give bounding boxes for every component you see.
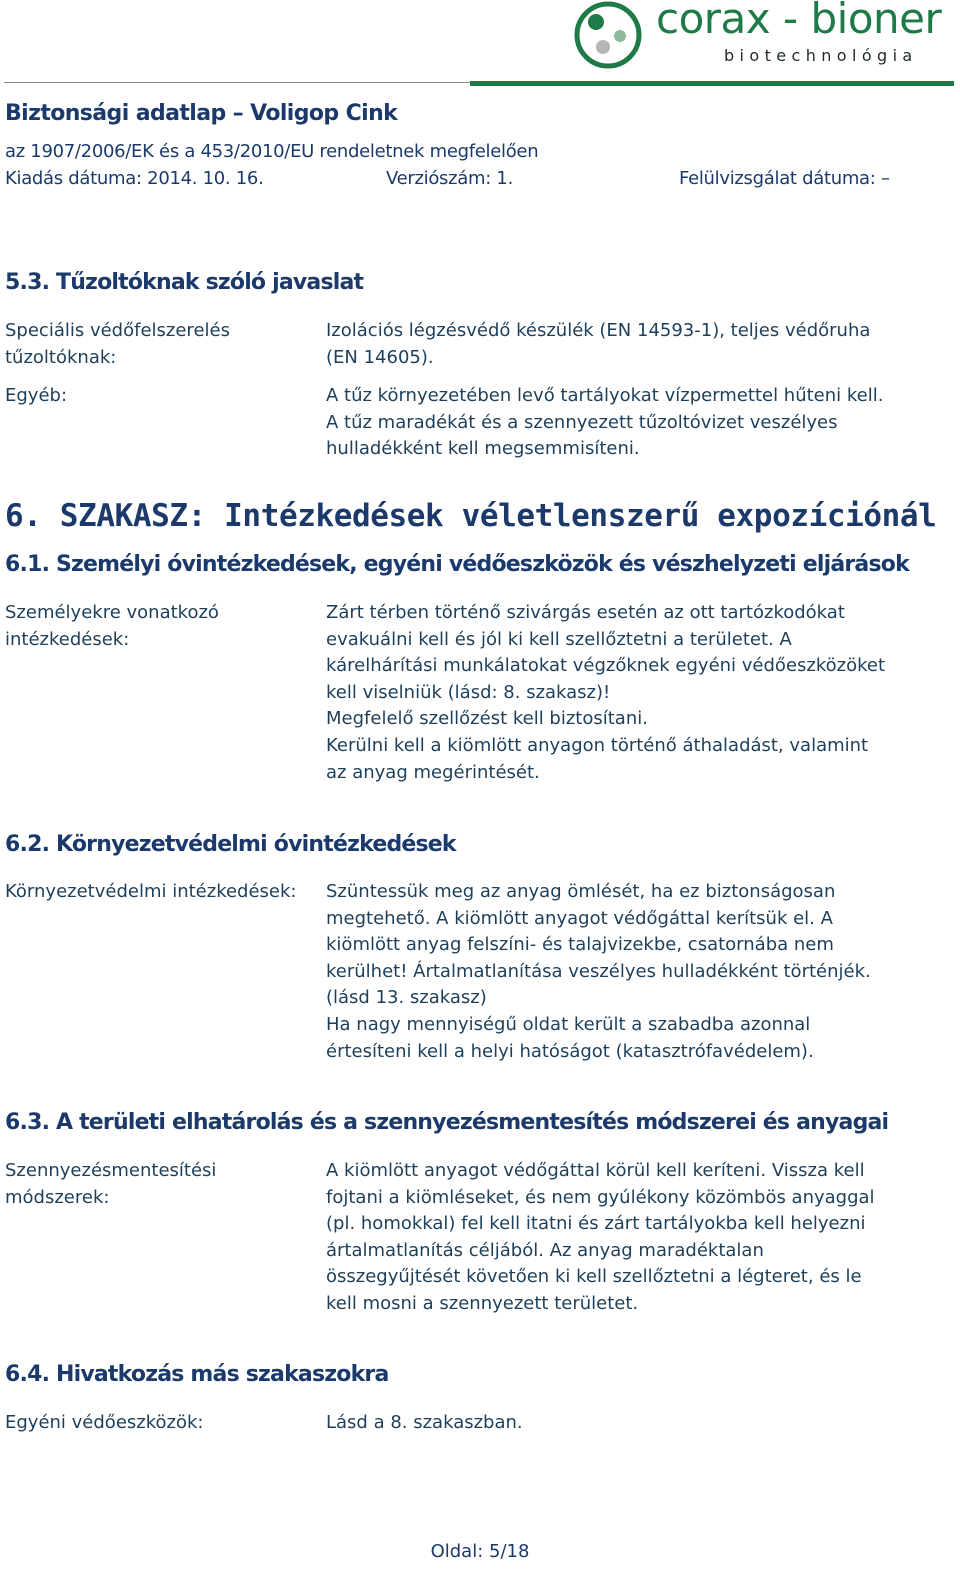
field-value: Zárt térben történő szivárgás esetén az ott tartózkodókat evakuálni kell és jól ki kell szellőztetni a területet. A kárelhárítási munkálatokat végzőknek egyéni védőeszközöket kell viselniük (lásd: 8. szakasz)! Megfelelő szellőzést kell biztosítani. Kerülni kell a kiömlött anyagon történő áthaladást, valamint az anyag megérintését. xyxy=(326,602,886,783)
field-label: Környezetvédelmi intézkedések: xyxy=(5,881,297,902)
field-value: Lásd a 8. szakaszban. xyxy=(326,1412,523,1433)
corax-bioner-logo-icon xyxy=(572,0,644,72)
section-6-2-heading: 6.2. Környezetvédelmi óvintézkedések xyxy=(5,832,456,857)
field-label: Egyéb: xyxy=(5,385,68,406)
page-number: Oldal: 5/18 xyxy=(430,1541,530,1562)
field-label: Speciális védőfelszerelés tűzoltóknak: xyxy=(5,320,230,368)
logo-name: corax - bioner xyxy=(656,0,942,43)
header-accent-bar xyxy=(470,81,954,86)
field-label: Személyekre vonatkozó intézkedések: xyxy=(5,602,219,650)
section-6-heading: 6. SZAKASZ: Intézkedések véletlenszerű expozíciónál xyxy=(5,498,937,534)
field-value: A kiömlött anyagot védőgáttal körül kell keríteni. Vissza kell fojtani a kiömléseket, és nem gyúlékony közömbös anyaggal (pl. homokkal) fel kell itatni és zárt tartályokba kell helyezni ártalmatlanítás céljából. Az anyag maradéktalan összegyűjtését követően ki kell szellőztetni a légteret, és le kell mosni a szennyezett területet. xyxy=(326,1160,875,1314)
document-title: Biztonsági adatlap – Voligop Cink xyxy=(5,101,398,126)
issue-date: Kiadás dátuma: 2014. 10. 16. xyxy=(5,168,264,189)
logo-subtitle: biotechnológia xyxy=(724,46,918,65)
version-number: Verziószám: 1. xyxy=(386,168,514,189)
company-logo xyxy=(572,0,952,72)
section-6-3-heading: 6.3. A területi elhatárolás és a szennyezésmentesítés módszerei és anyagai xyxy=(5,1110,889,1135)
section-6-1-heading: 6.1. Személyi óvintézkedések, egyéni védőeszközök és vészhelyzeti eljárások xyxy=(5,552,909,577)
section-6-4-heading: 6.4. Hivatkozás más szakaszokra xyxy=(5,1362,389,1387)
section-5-3-heading: 5.3. Tűzoltóknak szóló javaslat xyxy=(5,270,364,295)
field-label: Szennyezésmentesítési módszerek: xyxy=(5,1160,217,1208)
review-date: Felülvizsgálat dátuma: – xyxy=(679,168,890,189)
field-value: Izolációs légzésvédő készülék (EN 14593-1), teljes védőruha (EN 14605). xyxy=(326,320,871,368)
field-label: Egyéni védőeszközök: xyxy=(5,1412,204,1433)
field-value: A tűz környezetében levő tartályokat vízpermettel hűteni kell. A tűz maradékát és a szennyezett tűzoltóvizet veszélyes hulladékként kell megsemmisíteni. xyxy=(326,385,884,460)
field-value: Szüntessük meg az anyag ömlését, ha ez biztonságosan megtehető. A kiömlött anyagot védőgáttal kerítsük el. A kiömlött anyag felszíni- és talajvizekbe, csatornába nem kerülhet! Ártalmatlanítása veszélyes hulladékként történjék. (lásd 13. szakasz) Ha nagy mennyiségű oldat került a szabadba azonnal értesíteni kell a helyi hatóságot (katasztrófavédelem). xyxy=(326,881,871,1062)
regulation-line: az 1907/2006/EK és a 453/2010/EU rendeletnek megfelelően xyxy=(5,141,539,162)
